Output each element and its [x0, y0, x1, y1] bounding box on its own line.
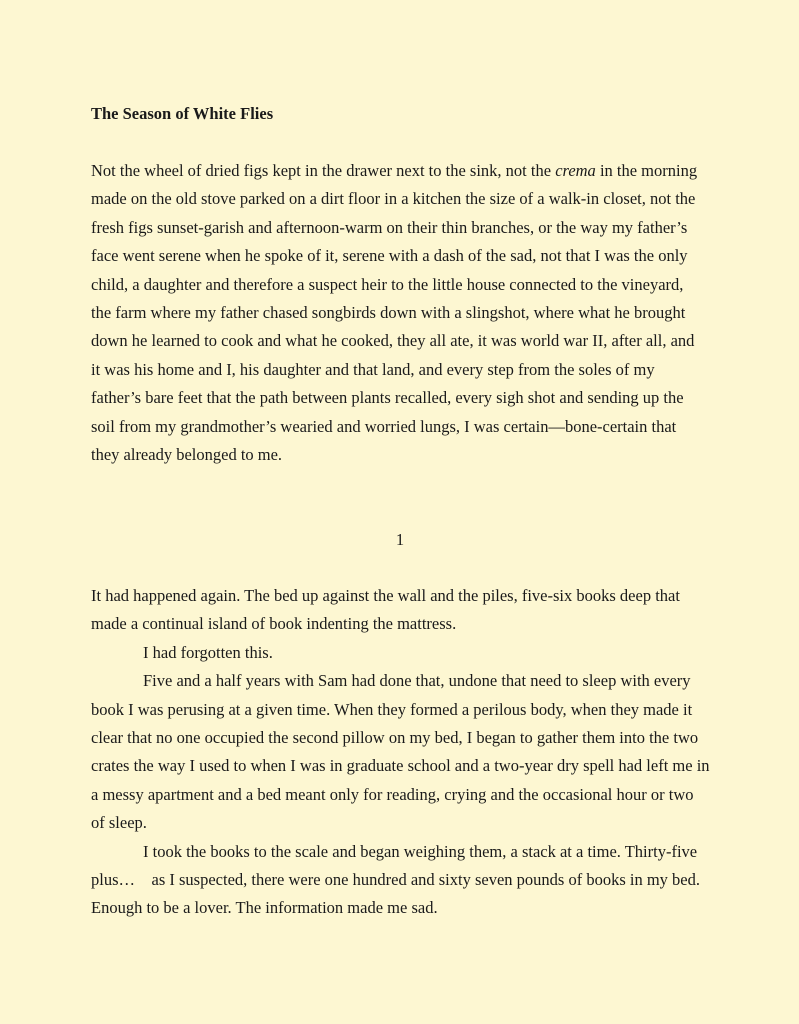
epigraph-line: soil from my grandmother’s wearied and worried lungs, I was certain—bone-certain that [91, 416, 677, 436]
epigraph-line: down he learned to cook and what he cooked, they all ate, it was world war II, after all, and [91, 331, 695, 351]
epigraph-paragraph [91, 157, 697, 469]
body-line: Enough to be a lover. The information made me sad. [91, 898, 438, 918]
body-line: a messy apartment and a bed meant only for reading, crying and the occasional hour or two [91, 784, 694, 804]
epigraph-line: made on the old stove parked on a dirt floor in a kitchen the size of a walk-in closet, not the [91, 189, 696, 209]
epigraph-line: father’s bare feet that the path between plants recalled, every sigh shot and sending up the [91, 388, 684, 408]
epigraph-line: they already belonged to me. [91, 444, 283, 464]
epigraph-line-1 [91, 157, 697, 185]
body-line: book I was perusing at a given time. When they formed a perilous body, when they made it [91, 699, 693, 719]
body-line: plus… as I suspected, there were one hundred and sixty seven pounds of books in my bed. [91, 869, 701, 889]
epigraph-italic-word: crema [555, 161, 596, 180]
body-line: made a continual island of book indenting the mattress. [91, 614, 457, 634]
epigraph-line: it was his home and I, his daughter and that land, and every step from the soles of my [91, 359, 655, 379]
epigraph-line: face went serene when he spoke of it, serene with a dash of the sad, not that I was the only [91, 246, 688, 266]
chapter-body [91, 582, 710, 923]
epigraph-line: the farm where my father chased songbirds down with a slingshot, where what he brought [91, 302, 686, 322]
body-line: crates the way I used to when I was in graduate school and a two-year dry spell had left me in [91, 756, 710, 776]
body-line: I took the books to the scale and began weighing them, a stack at a time. Thirty-five [143, 841, 698, 861]
epigraph-line: fresh figs sunset-garish and afternoon-warm on their thin branches, or the way my father’s [91, 217, 688, 237]
body-line: clear that no one occupied the second pillow on my bed, I began to gather them into the two [91, 727, 699, 747]
body-line: of sleep. [91, 813, 147, 833]
epigraph-line-1-tail: in the morning [595, 161, 698, 180]
body-line: I had forgotten this. [143, 642, 273, 662]
epigraph-line: child, a daughter and therefore a suspect heir to the little house connected to the vineyard, [91, 274, 684, 294]
body-line: It had happened again. The bed up against the wall and the piles, five-six books deep that [91, 586, 680, 605]
body-line: Five and a half years with Sam had done that, undone that need to sleep with every [143, 671, 691, 691]
chapter-number: 1 [395, 530, 405, 549]
document-title: The Season of White Flies [91, 104, 274, 123]
epigraph-line-1-text: Not the wheel of dried figs kept in the drawer next to the sink, not the [91, 161, 556, 180]
